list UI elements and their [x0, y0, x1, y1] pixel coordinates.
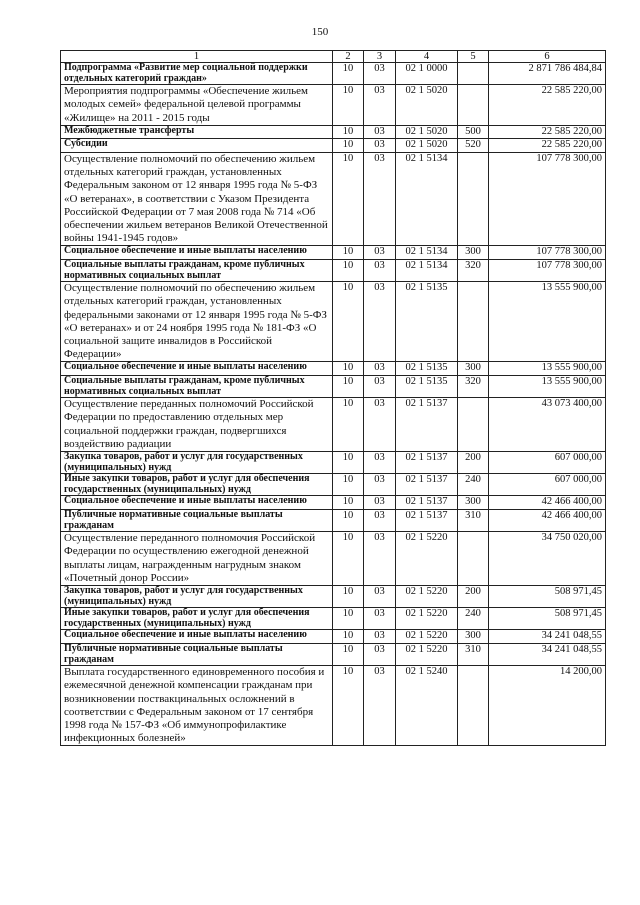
row-target-article-cell: 02 1 5020 [396, 125, 458, 139]
budget-table [60, 50, 606, 746]
table-row [61, 152, 606, 245]
row-sum-cell: 43 073 400,00 [489, 398, 606, 452]
row-section-cell: 10 [333, 452, 364, 474]
table-row [61, 643, 606, 665]
row-expense-type-cell: 200 [458, 585, 489, 607]
row-subsection-cell: 03 [364, 152, 396, 245]
row-section-cell: 10 [333, 509, 364, 531]
table-row [61, 452, 606, 474]
row-target-article-cell: 02 1 5240 [396, 666, 458, 746]
row-subsection-cell: 03 [364, 496, 396, 510]
row-expense-type-cell [458, 63, 489, 85]
row-section-cell: 10 [333, 362, 364, 376]
row-target-article-cell: 02 1 5220 [396, 585, 458, 607]
row-name-cell: Межбюджетные трансферты [61, 125, 333, 139]
row-expense-type-cell: 300 [458, 630, 489, 644]
row-expense-type-cell: 310 [458, 643, 489, 665]
row-expense-type-cell: 300 [458, 246, 489, 260]
table-row [61, 376, 606, 398]
row-section-cell: 10 [333, 585, 364, 607]
table-row [61, 362, 606, 376]
row-section-cell: 10 [333, 376, 364, 398]
table-row [61, 532, 606, 586]
table-row [61, 282, 606, 362]
table-row [61, 496, 606, 510]
row-subsection-cell: 03 [364, 398, 396, 452]
row-section-cell: 10 [333, 85, 364, 126]
table-row [61, 630, 606, 644]
row-sum-cell: 107 778 300,00 [489, 246, 606, 260]
row-target-article-cell: 02 1 5220 [396, 630, 458, 644]
row-expense-type-cell: 240 [458, 608, 489, 630]
row-subsection-cell: 03 [364, 666, 396, 746]
row-name-cell: Социальное обеспечение и иные выплаты населению [61, 630, 333, 644]
table-row [61, 139, 606, 153]
row-section-cell: 10 [333, 474, 364, 496]
row-target-article-cell: 02 1 5220 [396, 608, 458, 630]
row-sum-cell: 42 466 400,00 [489, 509, 606, 531]
header-col-2: 2 [333, 51, 364, 63]
row-name-cell: Публичные нормативные социальные выплаты гражданам [61, 643, 333, 665]
row-section-cell: 10 [333, 666, 364, 746]
table-row [61, 666, 606, 746]
row-subsection-cell: 03 [364, 630, 396, 644]
row-section-cell: 10 [333, 63, 364, 85]
row-name-cell: Осуществление полномочий по обеспечению жильем отдельных категорий граждан, установленных Федеральным законом от 12 января 1995 года № 5-ФЗ «О ветеранах», в соответствии с Указом Президента Российской Федерации от 7 мая 2008 года № 714 «Об обеспечении жильем ветеранов Великой Отечественной войны 1941-1945 годов» [61, 152, 333, 245]
row-name-cell: Выплата государственного единовременного пособия и ежемесячной денежной компенсации гражданам при возникновении поствакцинальных осложнений в соответствии с Федеральным законом от 17 сентября 1998 года № 157-ФЗ «Об иммунопрофилактике инфекционных болезней» [61, 666, 333, 746]
page-number: 150 [311, 26, 329, 38]
row-sum-cell: 22 585 220,00 [489, 85, 606, 126]
row-sum-cell: 13 555 900,00 [489, 282, 606, 362]
row-target-article-cell: 02 1 5135 [396, 362, 458, 376]
row-name-cell: Социальные выплаты гражданам, кроме публичных нормативных социальных выплат [61, 260, 333, 282]
row-subsection-cell: 03 [364, 260, 396, 282]
row-target-article-cell: 02 1 5137 [396, 474, 458, 496]
row-name-cell: Подпрограмма «Развитие мер социальной поддержки отдельных категорий граждан» [61, 63, 333, 85]
row-sum-cell: 13 555 900,00 [489, 362, 606, 376]
row-target-article-cell: 02 1 5020 [396, 139, 458, 153]
row-target-article-cell: 02 1 5134 [396, 246, 458, 260]
row-name-cell: Иные закупки товаров, работ и услуг для обеспечения государственных (муниципальных) нужд [61, 474, 333, 496]
table-row [61, 474, 606, 496]
row-subsection-cell: 03 [364, 125, 396, 139]
row-expense-type-cell [458, 398, 489, 452]
row-target-article-cell: 02 1 5135 [396, 282, 458, 362]
row-sum-cell: 607 000,00 [489, 474, 606, 496]
table-row [61, 608, 606, 630]
row-subsection-cell: 03 [364, 85, 396, 126]
row-sum-cell: 508 971,45 [489, 608, 606, 630]
table-row [61, 509, 606, 531]
row-section-cell: 10 [333, 630, 364, 644]
row-sum-cell: 107 778 300,00 [489, 152, 606, 245]
row-section-cell: 10 [333, 643, 364, 665]
table-row [61, 246, 606, 260]
header-col-6: 6 [489, 51, 606, 63]
row-target-article-cell: 02 1 5135 [396, 376, 458, 398]
row-sum-cell: 22 585 220,00 [489, 139, 606, 153]
row-sum-cell: 508 971,45 [489, 585, 606, 607]
row-subsection-cell: 03 [364, 452, 396, 474]
row-name-cell: Социальные выплаты гражданам, кроме публичных нормативных социальных выплат [61, 376, 333, 398]
table-body [61, 51, 606, 746]
row-target-article-cell: 02 1 5134 [396, 260, 458, 282]
row-expense-type-cell [458, 532, 489, 586]
row-subsection-cell: 03 [364, 509, 396, 531]
row-expense-type-cell: 320 [458, 376, 489, 398]
row-name-cell: Закупка товаров, работ и услуг для государственных (муниципальных) нужд [61, 585, 333, 607]
row-expense-type-cell: 240 [458, 474, 489, 496]
row-expense-type-cell: 320 [458, 260, 489, 282]
row-target-article-cell: 02 1 5137 [396, 452, 458, 474]
row-section-cell: 10 [333, 246, 364, 260]
row-section-cell: 10 [333, 152, 364, 245]
row-section-cell: 10 [333, 282, 364, 362]
row-target-article-cell: 02 1 0000 [396, 63, 458, 85]
row-name-cell: Социальное обеспечение и иные выплаты населению [61, 246, 333, 260]
row-subsection-cell: 03 [364, 474, 396, 496]
table-row [61, 125, 606, 139]
row-section-cell: 10 [333, 398, 364, 452]
row-name-cell: Осуществление полномочий по обеспечению жильем отдельных категорий граждан, установленных федеральными законами от 12 января 1995 года № 5-ФЗ «О ветеранах» и от 24 ноября 1995 года № 181-ФЗ «О социальной защите инвалидов в Российской Федерации» [61, 282, 333, 362]
row-sum-cell: 34 750 020,00 [489, 532, 606, 586]
row-target-article-cell: 02 1 5137 [396, 496, 458, 510]
row-section-cell: 10 [333, 608, 364, 630]
row-subsection-cell: 03 [364, 139, 396, 153]
table-row [61, 260, 606, 282]
table-row [61, 85, 606, 126]
header-col-4: 4 [396, 51, 458, 63]
row-subsection-cell: 03 [364, 376, 396, 398]
row-target-article-cell: 02 1 5020 [396, 85, 458, 126]
row-section-cell: 10 [333, 496, 364, 510]
row-expense-type-cell [458, 85, 489, 126]
row-subsection-cell: 03 [364, 608, 396, 630]
row-section-cell: 10 [333, 532, 364, 586]
row-expense-type-cell: 500 [458, 125, 489, 139]
row-expense-type-cell: 200 [458, 452, 489, 474]
row-subsection-cell: 03 [364, 532, 396, 586]
row-section-cell: 10 [333, 260, 364, 282]
row-expense-type-cell [458, 152, 489, 245]
header-col-5: 5 [458, 51, 489, 63]
row-name-cell: Субсидии [61, 139, 333, 153]
row-expense-type-cell: 520 [458, 139, 489, 153]
header-col-1: 1 [61, 51, 333, 63]
row-target-article-cell: 02 1 5220 [396, 532, 458, 586]
row-section-cell: 10 [333, 125, 364, 139]
row-subsection-cell: 03 [364, 585, 396, 607]
row-subsection-cell: 03 [364, 246, 396, 260]
row-name-cell: Осуществление переданных полномочий Российской Федерации по предоставлению отдельных мер социальной поддержки граждан, подвергшихся воздействию радиации [61, 398, 333, 452]
row-expense-type-cell: 300 [458, 496, 489, 510]
row-name-cell: Социальное обеспечение и иные выплаты населению [61, 496, 333, 510]
header-col-3: 3 [364, 51, 396, 63]
row-sum-cell: 13 555 900,00 [489, 376, 606, 398]
row-sum-cell: 14 200,00 [489, 666, 606, 746]
row-sum-cell: 34 241 048,55 [489, 643, 606, 665]
table-row [61, 398, 606, 452]
row-section-cell: 10 [333, 139, 364, 153]
row-name-cell: Мероприятия подпрограммы «Обеспечение жильем молодых семей» федеральной целевой программы «Жилище» на 2011 - 2015 годы [61, 85, 333, 126]
row-name-cell: Осуществление переданного полномочия Российской Федерации по осуществлению ежегодной денежной выплаты лицам, награжденным нагрудным знаком «Почетный донор России» [61, 532, 333, 586]
row-name-cell: Публичные нормативные социальные выплаты гражданам [61, 509, 333, 531]
table-header-row [61, 51, 606, 63]
row-subsection-cell: 03 [364, 282, 396, 362]
row-expense-type-cell: 310 [458, 509, 489, 531]
row-target-article-cell: 02 1 5220 [396, 643, 458, 665]
row-expense-type-cell: 300 [458, 362, 489, 376]
table-row [61, 63, 606, 85]
row-expense-type-cell [458, 666, 489, 746]
row-subsection-cell: 03 [364, 63, 396, 85]
row-target-article-cell: 02 1 5137 [396, 509, 458, 531]
row-name-cell: Иные закупки товаров, работ и услуг для обеспечения государственных (муниципальных) нужд [61, 608, 333, 630]
row-subsection-cell: 03 [364, 362, 396, 376]
row-name-cell: Закупка товаров, работ и услуг для государственных (муниципальных) нужд [61, 452, 333, 474]
row-sum-cell: 42 466 400,00 [489, 496, 606, 510]
row-target-article-cell: 02 1 5134 [396, 152, 458, 245]
row-target-article-cell: 02 1 5137 [396, 398, 458, 452]
row-sum-cell: 22 585 220,00 [489, 125, 606, 139]
row-name-cell: Социальное обеспечение и иные выплаты населению [61, 362, 333, 376]
table-row [61, 585, 606, 607]
row-sum-cell: 34 241 048,55 [489, 630, 606, 644]
row-sum-cell: 2 871 786 484,84 [489, 63, 606, 85]
row-sum-cell: 107 778 300,00 [489, 260, 606, 282]
row-expense-type-cell [458, 282, 489, 362]
row-sum-cell: 607 000,00 [489, 452, 606, 474]
row-subsection-cell: 03 [364, 643, 396, 665]
